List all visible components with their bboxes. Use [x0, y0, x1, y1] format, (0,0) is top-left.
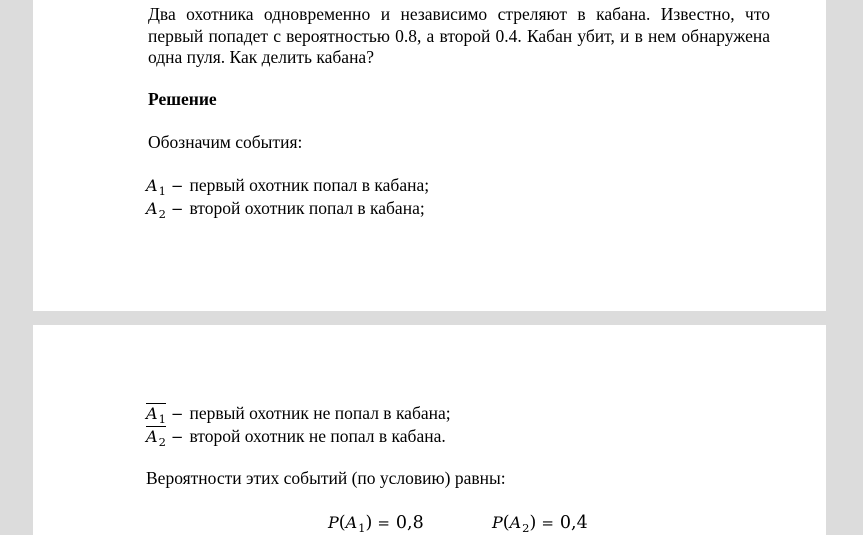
complement-event-symbol: $A_2$	[146, 427, 166, 449]
events-intro: Обозначим события:	[148, 132, 303, 152]
event-dash: −	[170, 428, 184, 446]
document-page-2	[33, 325, 826, 535]
event-dash: −	[170, 200, 184, 218]
event-description: второй охотник попал в кабана;	[189, 198, 425, 218]
document-page-1	[33, 0, 826, 311]
problem-text: Два охотника одновременно и независимо стреляют в кабана. Известно, что первый попадет с вероятностью 0.8, а второй 0.4. Кабан убит, и в нем обнаружена одна пуля. Как делить кабана?	[148, 4, 770, 67]
probabilities-intro: Вероятности этих событий (по условию) равны:	[146, 468, 506, 488]
probability-formula-2: $P(A_2) = 0,4$	[492, 513, 588, 535]
event-line-2	[146, 198, 425, 222]
event-dash: −	[170, 405, 184, 423]
solution-heading: Решение	[148, 89, 217, 109]
event-dash: −	[170, 177, 184, 195]
event-line-1	[146, 175, 429, 199]
event-symbol: $A_2$	[146, 199, 166, 221]
event-symbol: $A_1$	[146, 176, 166, 198]
complement-event-line-2	[146, 426, 446, 449]
complement-event-line-1	[146, 403, 451, 426]
event-description: первый охотник попал в кабана;	[189, 175, 430, 195]
probability-formula-1: $P(A_1) = 0,8$	[328, 513, 424, 535]
problem-statement	[148, 4, 770, 69]
event-description: второй охотник не попал в кабана.	[189, 426, 446, 446]
event-description: первый охотник не попал в кабана;	[189, 403, 451, 423]
complement-event-symbol: $A_1$	[146, 404, 166, 426]
